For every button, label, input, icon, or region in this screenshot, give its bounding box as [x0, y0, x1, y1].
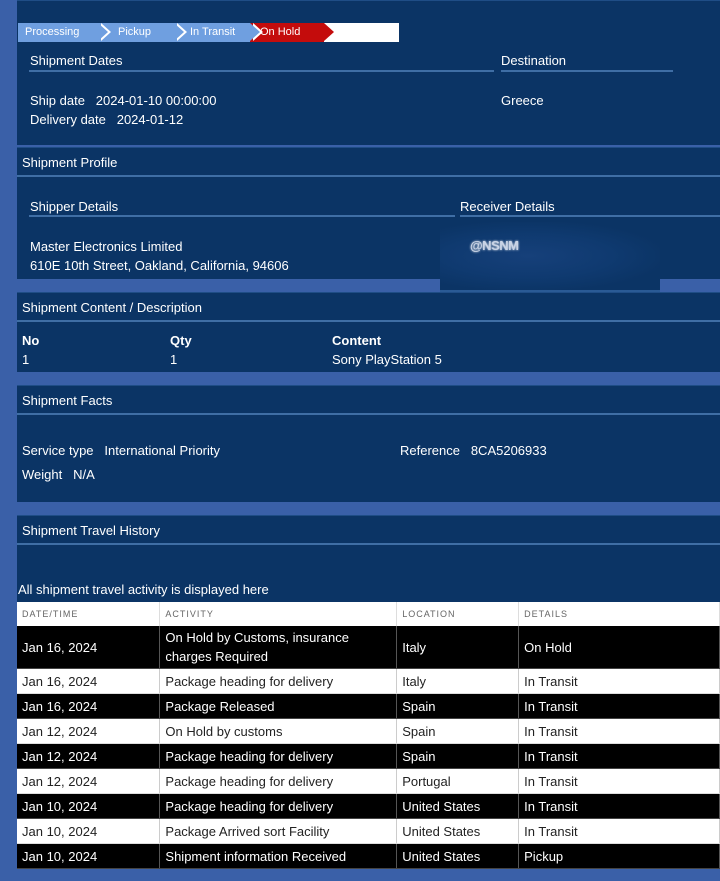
- dates-header: Shipment Dates: [30, 53, 123, 68]
- row-details: In Transit: [519, 769, 720, 794]
- ship-date-label: Ship date: [30, 93, 85, 108]
- row-activity: On Hold by customs: [160, 719, 397, 744]
- travel-history-table: [17, 602, 720, 869]
- content-header-content: Content: [332, 333, 382, 348]
- row-location: Spain: [397, 744, 519, 769]
- row-details: On Hold: [519, 626, 720, 669]
- facts-title: Shipment Facts: [22, 393, 113, 408]
- row-location: United States: [397, 794, 519, 819]
- content-row-qty: 1: [170, 352, 178, 367]
- table-header-row: [17, 602, 720, 626]
- destination-header: Destination: [501, 53, 567, 68]
- row-location: Portugal: [397, 769, 519, 794]
- table-row: [17, 844, 720, 869]
- table-row: [17, 769, 720, 794]
- receiver-header: Receiver Details: [460, 199, 555, 214]
- status-progress: [18, 23, 399, 42]
- col-datetime: DATE/TIME: [17, 602, 160, 626]
- content-row-no: 1: [22, 352, 30, 367]
- row-location: Spain: [397, 719, 519, 744]
- row-activity: On Hold by Customs, insurance charges Required: [160, 626, 397, 669]
- weight-row: [22, 467, 95, 482]
- row-details: In Transit: [519, 694, 720, 719]
- history-note: All shipment travel activity is displayed here: [18, 582, 269, 597]
- shipment-dates-panel: [17, 0, 720, 145]
- row-activity: Package Released: [160, 694, 397, 719]
- history-title: Shipment Travel History: [22, 523, 160, 538]
- reference-value: 8CA5206933: [470, 443, 547, 458]
- row-date: Jan 10, 2024: [17, 819, 160, 844]
- row-date: Jan 10, 2024: [17, 844, 160, 869]
- ship-date-row: [30, 93, 217, 108]
- service-type-row: [22, 443, 220, 458]
- delivery-date-row: [30, 112, 183, 127]
- row-date: Jan 16, 2024: [17, 669, 160, 694]
- content-title-divider: [17, 320, 720, 322]
- profile-title-divider: [17, 175, 720, 177]
- row-details: In Transit: [519, 744, 720, 769]
- content-header-qty: Qty: [170, 333, 192, 348]
- receiver-divider: [460, 215, 720, 217]
- row-activity: Package heading for delivery: [160, 669, 397, 694]
- shipment-facts-panel: [17, 385, 720, 502]
- destination-divider: [501, 70, 673, 72]
- row-date: Jan 12, 2024: [17, 769, 160, 794]
- weight-value: N/A: [73, 467, 95, 482]
- row-activity: Package Arrived sort Facility: [160, 819, 397, 844]
- history-title-divider: [17, 543, 720, 545]
- table-row: [17, 669, 720, 694]
- dates-divider: [29, 70, 494, 72]
- row-details: In Transit: [519, 794, 720, 819]
- table-row: [17, 744, 720, 769]
- row-activity: Shipment information Received: [160, 844, 397, 869]
- facts-title-divider: [17, 413, 720, 415]
- ship-date-value: 2024-01-10 00:00:00: [95, 93, 217, 108]
- receiver-stamp-text: @NSNM: [470, 238, 519, 253]
- content-row-content: Sony PlayStation 5: [332, 352, 442, 367]
- row-date: Jan 12, 2024: [17, 744, 160, 769]
- row-location: United States: [397, 819, 519, 844]
- col-activity: ACTIVITY: [160, 602, 397, 626]
- row-details: In Transit: [519, 819, 720, 844]
- table-row: [17, 819, 720, 844]
- weight-label: Weight: [22, 467, 63, 482]
- row-details: In Transit: [519, 719, 720, 744]
- delivery-date-label: Delivery date: [30, 112, 106, 127]
- receiver-stamp: [440, 222, 660, 292]
- row-date: Jan 16, 2024: [17, 626, 160, 669]
- row-location: United States: [397, 844, 519, 869]
- step-pickup-label: Pickup: [118, 26, 152, 38]
- row-activity: Package heading for delivery: [160, 794, 397, 819]
- step-on-hold-label: On Hold: [260, 26, 301, 38]
- service-type-value: International Priority: [104, 443, 221, 458]
- content-header-no: No: [22, 333, 40, 348]
- reference-label: Reference: [400, 443, 460, 458]
- row-location: Spain: [397, 694, 519, 719]
- table-row: [17, 719, 720, 744]
- shipment-content-panel: [17, 292, 720, 372]
- row-date: Jan 10, 2024: [17, 794, 160, 819]
- delivery-date-value: 2024-01-12: [116, 112, 184, 127]
- profile-title: Shipment Profile: [22, 155, 118, 170]
- row-details: Pickup: [519, 844, 720, 869]
- row-date: Jan 16, 2024: [17, 694, 160, 719]
- shipper-name: Master Electronics Limited: [30, 239, 183, 254]
- table-row: [17, 694, 720, 719]
- shipper-header: Shipper Details: [30, 199, 119, 214]
- shipper-address: 610E 10th Street, Oakland, California, 94606: [30, 258, 289, 273]
- service-type-label: Service type: [22, 443, 94, 458]
- table-row: [17, 794, 720, 819]
- shipper-divider: [29, 215, 455, 217]
- row-activity: Package heading for delivery: [160, 744, 397, 769]
- row-location: Italy: [397, 669, 519, 694]
- row-activity: Package heading for delivery: [160, 769, 397, 794]
- row-location: Italy: [397, 626, 519, 669]
- col-details: DETAILS: [519, 602, 720, 626]
- row-date: Jan 12, 2024: [17, 719, 160, 744]
- reference-row: [400, 443, 547, 458]
- row-details: In Transit: [519, 669, 720, 694]
- table-row: [17, 626, 720, 669]
- col-location: LOCATION: [397, 602, 519, 626]
- destination-value: Greece: [501, 93, 544, 108]
- travel-history-panel: [17, 515, 720, 602]
- content-title: Shipment Content / Description: [22, 300, 202, 315]
- step-in-transit-label: In Transit: [190, 26, 236, 38]
- step-processing-label: Processing: [25, 26, 80, 38]
- step-processing: [18, 23, 98, 42]
